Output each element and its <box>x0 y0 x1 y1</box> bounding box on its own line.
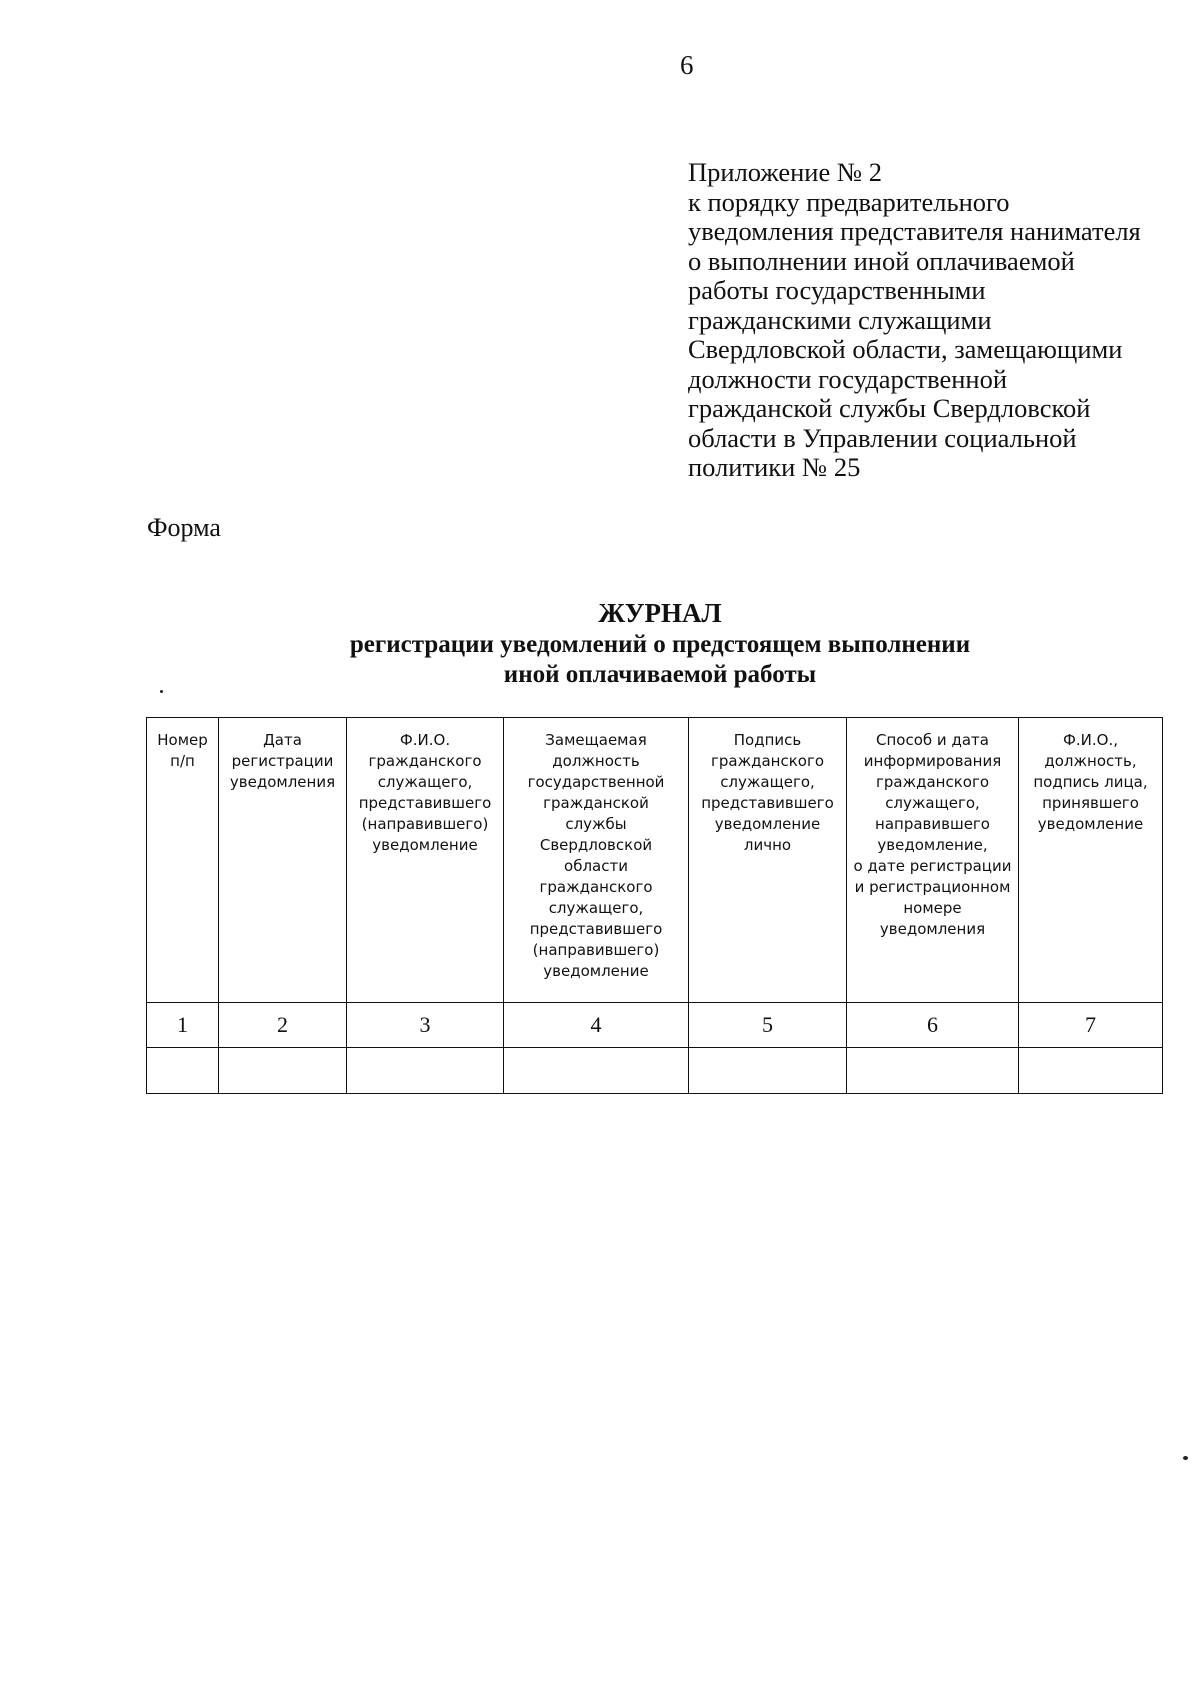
appendix-line: гражданской службы Свердловской <box>688 393 1091 423</box>
header-line: представившего <box>529 920 663 938</box>
appendix-line: Приложение № 2 <box>688 157 883 187</box>
table-cell <box>847 1048 1019 1094</box>
header-line: Подпись <box>733 731 802 749</box>
table-cell <box>219 1048 347 1094</box>
journal-subtitle <box>280 630 1040 690</box>
column-number: 3 <box>347 1003 504 1048</box>
header-line: уведомления <box>879 920 986 938</box>
header-line: служащего, <box>548 899 644 917</box>
header-line: должность <box>552 752 640 770</box>
column-number: 5 <box>689 1003 847 1048</box>
header-line: гражданского <box>875 773 990 791</box>
header-line: области <box>564 857 628 875</box>
header-line: гражданского <box>368 752 482 770</box>
appendix-line: о выполнении иной оплачиваемой <box>688 245 1075 276</box>
appendix-line: области в Управлении социальной <box>688 422 1077 453</box>
table-cell <box>689 1048 847 1094</box>
header-line: подпись лица, <box>1033 773 1148 791</box>
appendix-line: гражданскими служащими <box>688 304 992 335</box>
header-line: (направившего) <box>361 815 489 833</box>
journal-title: ЖУРНАЛ <box>598 598 722 628</box>
header-line: должность, <box>1044 752 1137 770</box>
header-line: лично <box>743 836 792 854</box>
appendix-line: должности государственной <box>688 363 1008 394</box>
header-line: служащего, <box>377 773 473 791</box>
header-line: Замещаемая <box>545 731 647 749</box>
column-number: 6 <box>847 1003 1019 1048</box>
table-header-row <box>147 718 1163 1003</box>
header-cell <box>1019 718 1163 1003</box>
header-line: представившего <box>358 794 492 812</box>
table-cell <box>504 1048 689 1094</box>
appendix-line: Свердловской области, замещающими <box>688 334 1123 364</box>
header-line: Свердловской <box>539 836 653 854</box>
journal-table <box>146 717 1163 1094</box>
header-line: и регистрационном <box>854 878 1011 896</box>
table-cell <box>147 1048 219 1094</box>
header-cell <box>504 718 689 1003</box>
header-cell <box>347 718 504 1003</box>
header-line: службы <box>565 815 627 833</box>
header-cell <box>147 718 219 1003</box>
header-line: Ф.И.О. <box>399 731 451 749</box>
appendix-line: политики № 25 <box>688 452 861 482</box>
header-line: регистрации <box>231 752 334 770</box>
header-line: уведомление <box>1037 815 1144 833</box>
header-line: уведомление, <box>877 836 988 854</box>
column-number: 1 <box>147 1003 219 1048</box>
header-line: Ф.И.О., <box>1062 731 1118 749</box>
header-line: информирования <box>863 752 1002 770</box>
column-number-row <box>147 1003 1163 1048</box>
table-cell <box>1019 1048 1163 1094</box>
header-cell <box>219 718 347 1003</box>
header-line: номере <box>903 899 962 917</box>
header-line: гражданского <box>539 878 653 896</box>
header-line: Дата <box>263 731 302 749</box>
header-line: (направившего) <box>532 941 660 959</box>
journal-subtitle-line: иной оплачиваемой работы <box>503 661 817 688</box>
header-cell <box>689 718 847 1003</box>
form-label: Форма <box>147 513 221 542</box>
header-line: государственной <box>527 773 665 791</box>
header-line: уведомления <box>229 773 336 791</box>
column-number: 7 <box>1019 1003 1163 1048</box>
scan-speck <box>1183 1456 1188 1460</box>
column-number: 4 <box>504 1003 689 1048</box>
appendix-line: к порядку предварительного <box>688 186 1010 217</box>
table-cell <box>347 1048 504 1094</box>
appendix-line: работы государственными <box>688 275 986 305</box>
header-line: служащего, <box>885 794 980 812</box>
header-line: принявшего <box>1042 794 1139 812</box>
appendix-note <box>688 158 1188 483</box>
journal-subtitle-line: регистрации уведомлений о предстоящем выполнении <box>349 631 971 658</box>
header-line: гражданской <box>543 794 649 812</box>
page-number: 6 <box>680 50 694 80</box>
header-line: о дате регистрации <box>853 857 1012 875</box>
scan-speck <box>160 690 163 693</box>
empty-entry-row <box>147 1048 1163 1094</box>
header-line: направившего <box>875 815 990 833</box>
header-line: уведомление <box>543 962 649 980</box>
header-line: служащего, <box>720 773 815 791</box>
header-line: Способ и дата <box>876 731 989 749</box>
header-line: уведомление <box>372 836 478 854</box>
header-line: представившего <box>701 794 834 812</box>
column-number: 2 <box>219 1003 347 1048</box>
header-line: уведомление <box>714 815 821 833</box>
appendix-line: уведомления представителя нанимателя <box>688 216 1141 246</box>
header-line: п/п <box>170 752 195 770</box>
header-cell <box>847 718 1019 1003</box>
header-line: Номер <box>157 731 208 749</box>
header-line: гражданского <box>710 752 825 770</box>
